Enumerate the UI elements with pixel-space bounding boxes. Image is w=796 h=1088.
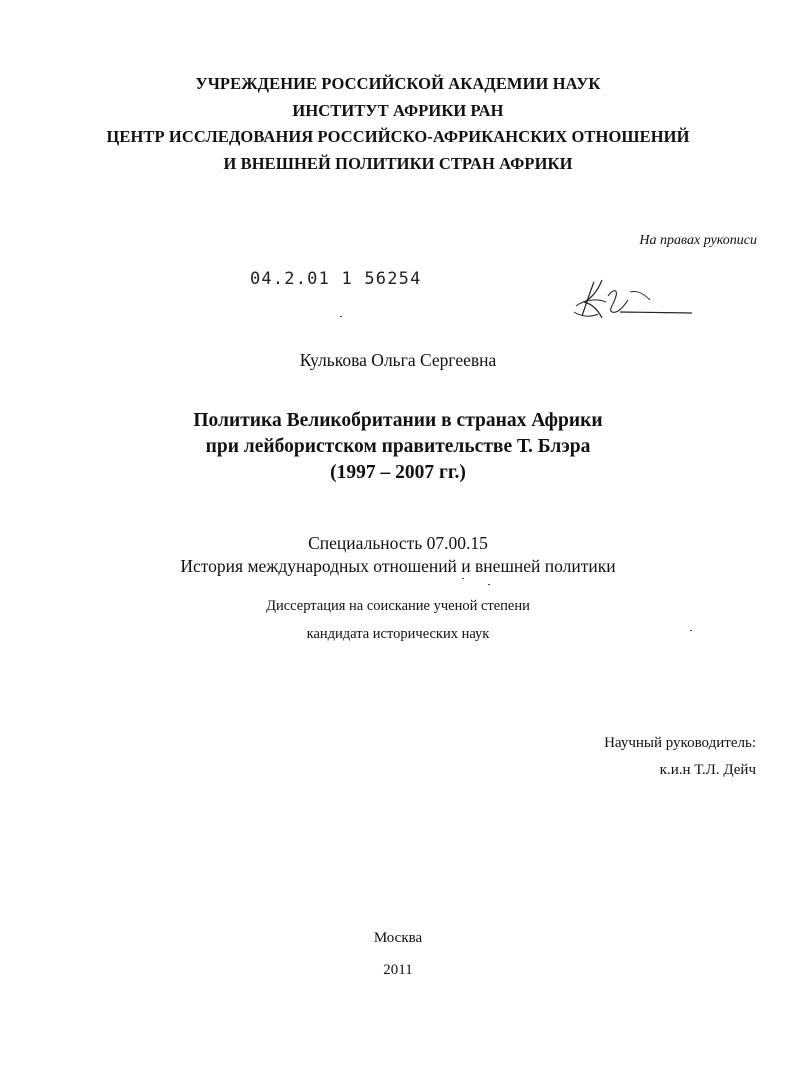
- signature-icon: [572, 276, 697, 324]
- title-years: (1997 – 2007 гг.): [330, 462, 466, 483]
- org-line-institute: ИНСТИТУТ АФРИКИ РАН: [292, 101, 504, 120]
- supervisor-name: к.и.н Т.Л. Дейч: [659, 762, 756, 778]
- scan-speck: [690, 630, 692, 631]
- title-line-2: при лейбористском правительстве Т. Блэра: [205, 436, 591, 457]
- specialty-code: Специальность 07.00.15: [308, 533, 488, 553]
- dissertation-line-1: Диссертация на соискание ученой степени: [266, 598, 530, 614]
- city: Москва: [373, 930, 423, 946]
- stamp-number: 04.2.01 1 56254: [250, 269, 422, 289]
- author-name: Кулькова Ольга Сергеевна: [299, 350, 497, 370]
- scan-speck: [488, 584, 490, 585]
- supervisor-label: Научный руководитель:: [604, 735, 756, 751]
- org-line-policy: И ВНЕШНЕЙ ПОЛИТИКИ СТРАН АФРИКИ: [223, 154, 573, 173]
- dissertation-line-2: кандидата исторических наук: [306, 626, 490, 642]
- title-line-1: Политика Великобритании в странах Африки: [193, 410, 603, 431]
- org-line-center: ЦЕНТР ИССЛЕДОВАНИЯ РОССИЙСКО-АФРИКАНСКИХ ОТНОШЕНИЙ: [106, 127, 690, 146]
- year: 2011: [383, 962, 413, 978]
- scan-speck: [462, 578, 464, 579]
- rights-note: На правах рукописи: [639, 233, 757, 248]
- org-line-academy: УЧРЕЖДЕНИЕ РОССИЙСКОЙ АКАДЕМИИ НАУК: [195, 74, 601, 93]
- scan-speck: [340, 316, 342, 317]
- specialty-name: История международных отношений и внешней политики: [180, 556, 616, 576]
